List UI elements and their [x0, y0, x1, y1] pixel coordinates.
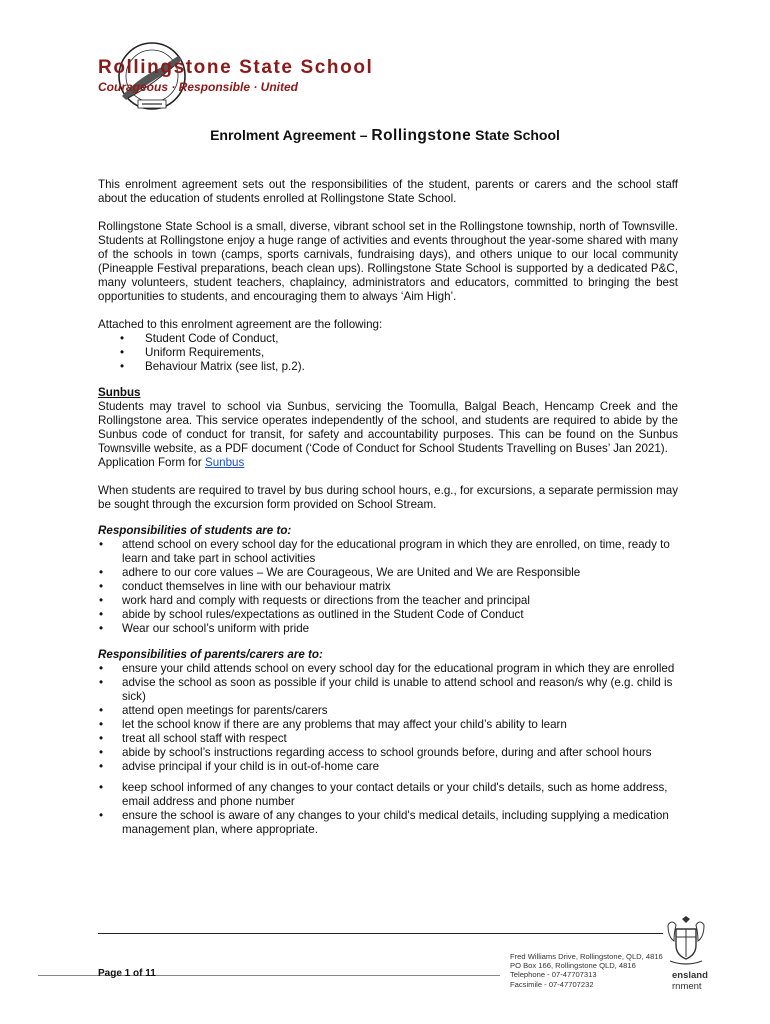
school-name: Rollingstone State School — [98, 57, 374, 78]
government-wordmark — [672, 970, 708, 992]
title-prefix: Enrolment Agreement – — [210, 127, 372, 143]
parent-responsibilities-list-continued — [98, 781, 678, 837]
list-item: • treat all school staff with respect — [98, 732, 678, 746]
address-line: Telephone - 07-47707313 — [510, 970, 597, 980]
list-item: • Uniform Requirements, — [98, 346, 678, 360]
attachments-lead: Attached to this enrolment agreement are the following: — [98, 318, 383, 331]
sunbus-heading: Sunbus — [98, 386, 141, 399]
document-title — [0, 127, 770, 145]
list-item: • work hard and comply with requests or directions from the teacher and principal — [98, 594, 678, 608]
list-item: • conduct themselves in line with our behaviour matrix — [98, 580, 678, 594]
school-address — [510, 952, 663, 989]
student-responsibilities-list — [98, 538, 678, 636]
page-number: Page 1 of 11 — [98, 968, 156, 979]
intro-paragraph-2: Rollingstone State School is a small, diverse, vibrant school set in the Rollingstone township, north of Townsville. Students at Rollingstone enjoy a huge range of activities and events throughout the year-some shared with many of the schools in town (camps, sports carnivals, fundraising days), and others unique to our local community (Pineapple Festival preparations, beach clean ups). Rollingstone State School is supported by a dedicated P&C, many volunteers, student teachers, chaplaincy, administrators and educators, committed to bringing the best opportunities to students, and encouraging them to always ‘Aim High’. — [98, 220, 678, 303]
list-item: • attend open meetings for parents/carers — [98, 704, 678, 718]
application-form-label: Application Form for — [98, 456, 205, 469]
parent-responsibilities-heading: Responsibilities of parents/carers are to: — [98, 648, 323, 661]
intro-paragraph-1: This enrolment agreement sets out the responsibilities of the student, parents or carers and the school staff about the education of students enrolled at Rollingstone State School. — [98, 178, 678, 205]
application-form-line — [98, 456, 678, 470]
list-item: • Student Code of Conduct, — [98, 332, 678, 346]
gov-wordmark-line-1: ensland — [672, 970, 708, 981]
list-item: • abide by school rules/expectations as outlined in the Student Code of Conduct — [98, 608, 678, 622]
list-item: • abide by school’s instructions regarding access to school grounds before, during and after school hours — [98, 746, 678, 760]
list-item: • Behaviour Matrix (see list, p.2). — [98, 360, 678, 374]
school-tagline: Courageous · Responsible · United — [98, 80, 299, 94]
list-item: • keep school informed of any changes to your contact details or your child's details, such as home address, email address and phone number — [98, 781, 678, 809]
address-line: Fred Williams Drive, Rollingstone, QLD, 4816 — [510, 952, 663, 961]
footer-divider — [98, 933, 663, 934]
title-suffix: State School — [471, 127, 560, 143]
list-item: • ensure the school is aware of any changes to your child's medical details, including supplying a medication management plan, where appropriate. — [98, 809, 678, 837]
attachments-list — [98, 332, 678, 374]
excursion-paragraph: When students are required to travel by bus during school hours, e.g., for excursions, a separate permission may be sought through the excursion form provided on School Stream. — [98, 484, 678, 511]
list-item: • advise the school as soon as possible if your child is unable to attend school and reason/s why (e.g. child is sick) — [98, 676, 678, 704]
gov-wordmark-line-2: rnment — [672, 981, 702, 992]
list-item: • ensure your child attends school on every school day for the educational program in which they are enrolled — [98, 662, 678, 676]
sunbus-paragraph: Students may travel to school via Sunbus, servicing the Toomulla, Balgal Beach, Hencamp Creek and the Rollingstone area. This service operates independently of the school, and students are required to abide by the Sunbus code of conduct for transit, for safety and accountability purposes. This can be found on the Sunbus Townsville website, as a PDF document (‘Code of Conduct for School Students Travelling on Buses’ Jan 2021). — [98, 400, 678, 455]
list-item: • advise principal if your child is in out-of-home care — [98, 760, 678, 774]
title-school: Rollingstone — [371, 127, 472, 144]
address-line: Facsimile - 07-47707232 — [510, 979, 594, 989]
parent-responsibilities-list — [98, 662, 678, 774]
address-line: PO Box 166, Rollingstone QLD, 4816 — [510, 961, 636, 971]
list-item: • attend school on every school day for the educational program in which they are enrolled, on time, ready to learn and take part in school activities — [98, 538, 678, 566]
list-item: • adhere to our core values – We are Courageous, We are United and We are Responsible — [98, 566, 678, 580]
document-body — [98, 178, 678, 837]
student-responsibilities-heading: Responsibilities of students are to: — [98, 524, 292, 537]
queensland-government-crest-icon — [662, 915, 710, 967]
list-item: • let the school know if there are any problems that may affect your child’s ability to learn — [98, 718, 678, 732]
list-item: • Wear our school’s uniform with pride — [98, 622, 678, 636]
sunbus-link[interactable]: Sunbus — [204, 456, 245, 469]
